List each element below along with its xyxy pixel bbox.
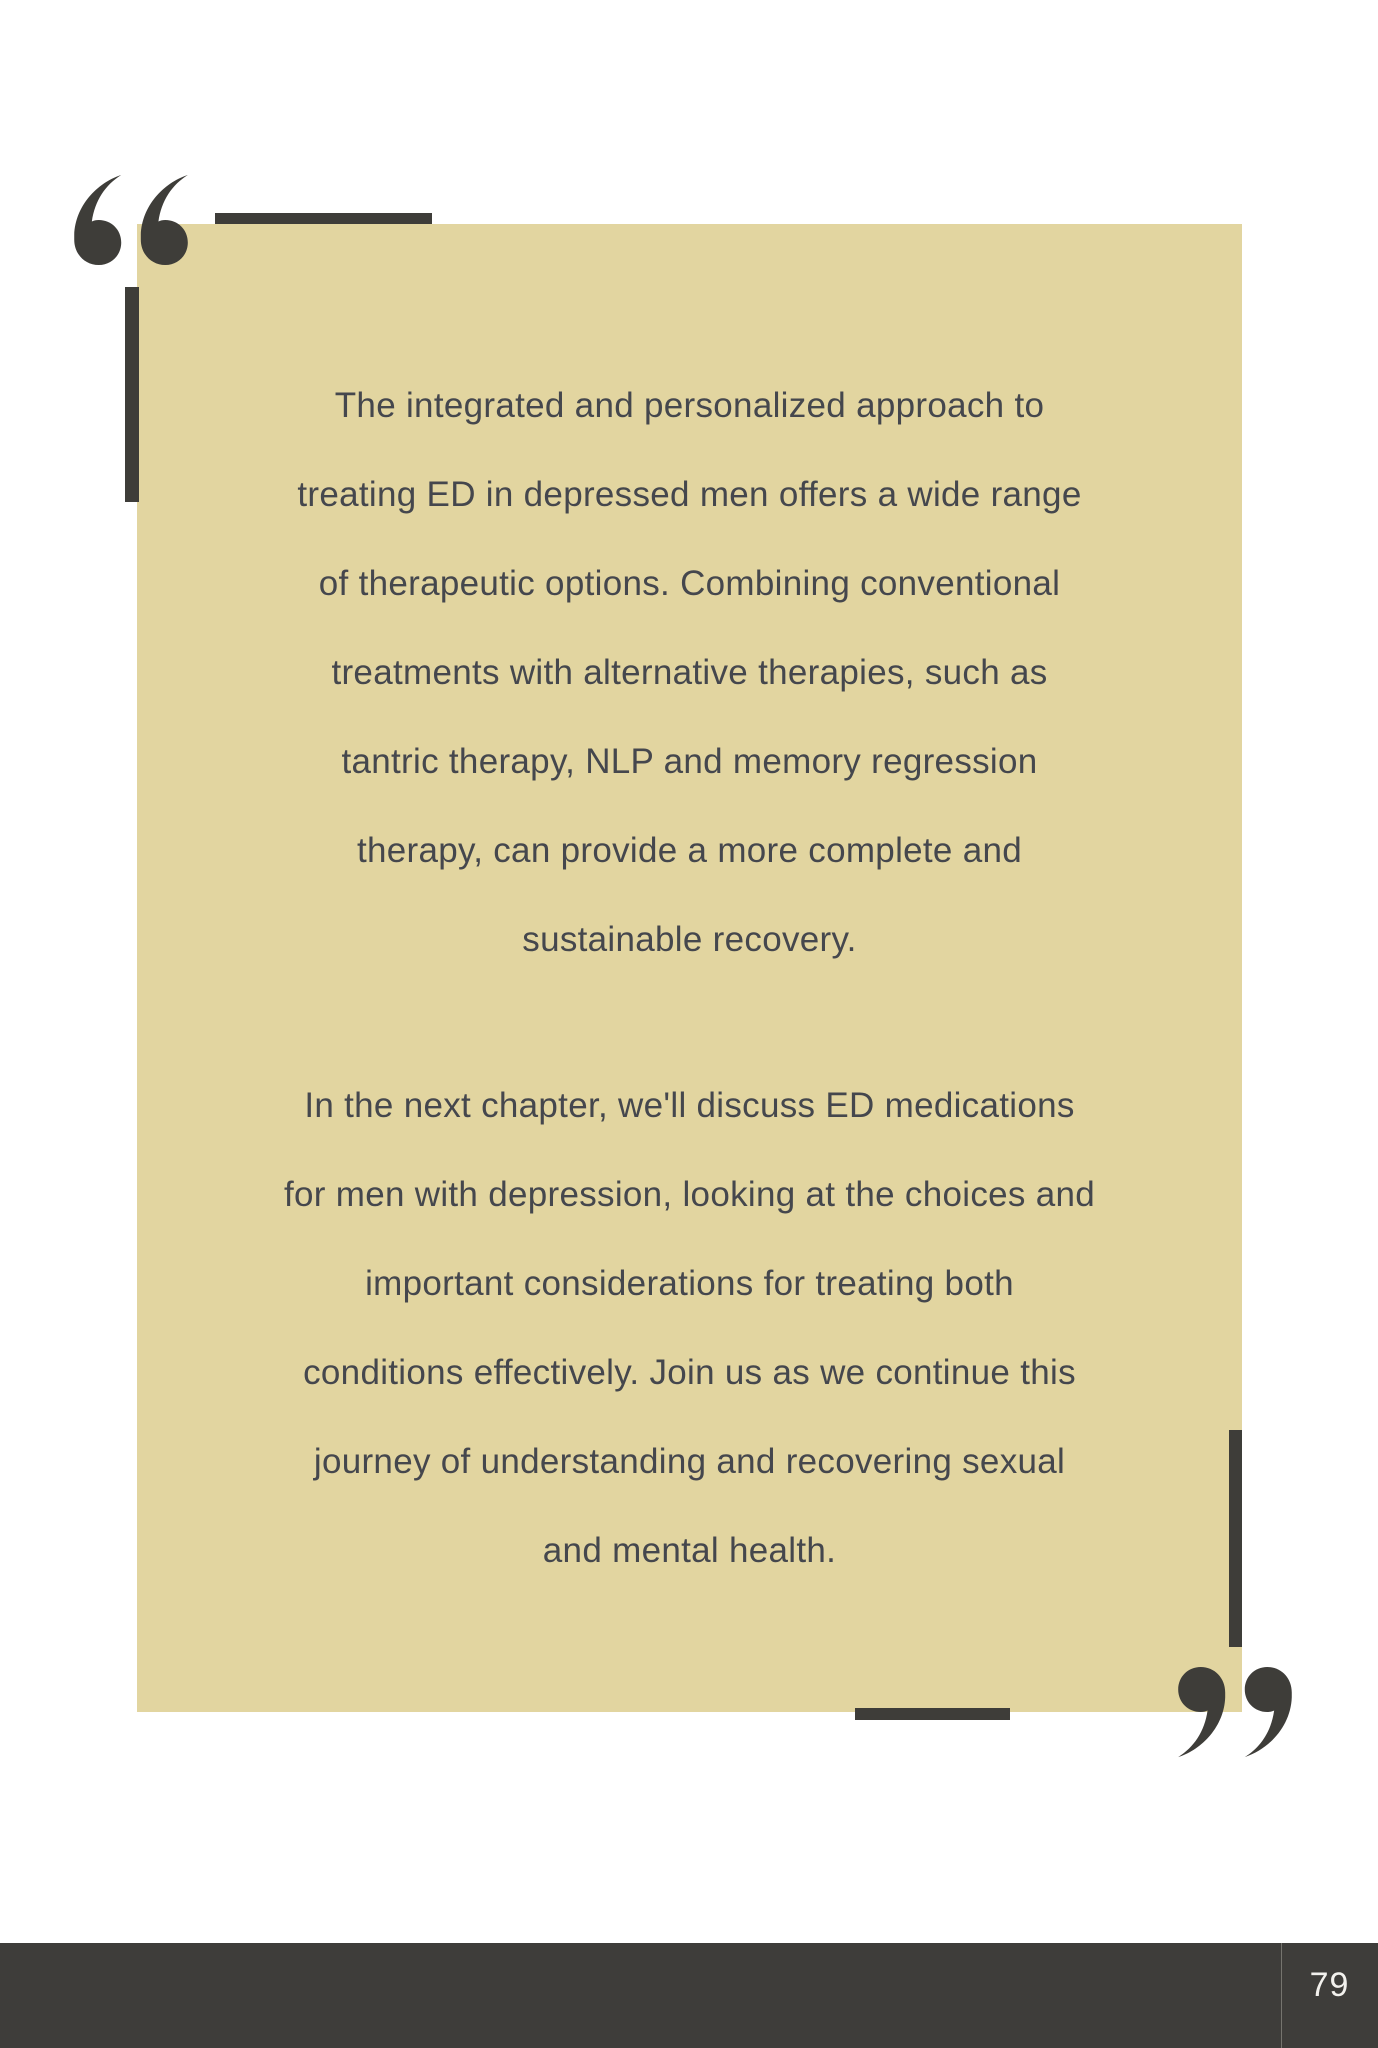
quote-line: treating ED in depressed men offers a wide range xyxy=(297,475,1082,514)
quote-line: In the next chapter, we'll discuss ED medications xyxy=(304,1086,1075,1125)
quote-paragraph-1 xyxy=(185,361,1194,984)
decorative-bar-right xyxy=(1229,1430,1242,1647)
quote-line: important considerations for treating both xyxy=(365,1264,1014,1303)
quote-line: for men with depression, looking at the choices and xyxy=(283,1175,1096,1214)
quote-line: journey of understanding and recovering sexual xyxy=(313,1442,1066,1481)
opening-quote-icon xyxy=(70,172,194,266)
quote-line: conditions effectively. Join us as we continue this xyxy=(303,1353,1076,1392)
page-footer xyxy=(0,1943,1378,2048)
quote-line: tantric therapy, NLP and memory regression xyxy=(341,742,1038,781)
quote-text-block xyxy=(185,361,1194,1595)
quote-line: treatments with alternative therapies, such as xyxy=(331,653,1048,692)
quote-line: therapy, can provide a more complete and xyxy=(356,831,1023,870)
quote-line: and mental health. xyxy=(542,1531,837,1570)
quote-line: sustainable recovery. xyxy=(522,920,857,959)
quote-paragraph-2 xyxy=(185,1061,1194,1595)
decorative-bar-bottom xyxy=(855,1708,1010,1720)
decorative-bar-top xyxy=(215,213,432,224)
quote-line: of therapeutic options. Combining conventional xyxy=(318,564,1061,603)
quote-line: The integrated and personalized approach to xyxy=(334,386,1045,425)
closing-quote-icon xyxy=(1172,1666,1296,1760)
decorative-bar-left xyxy=(125,287,139,502)
page-number: 79 xyxy=(1309,1966,1350,2004)
